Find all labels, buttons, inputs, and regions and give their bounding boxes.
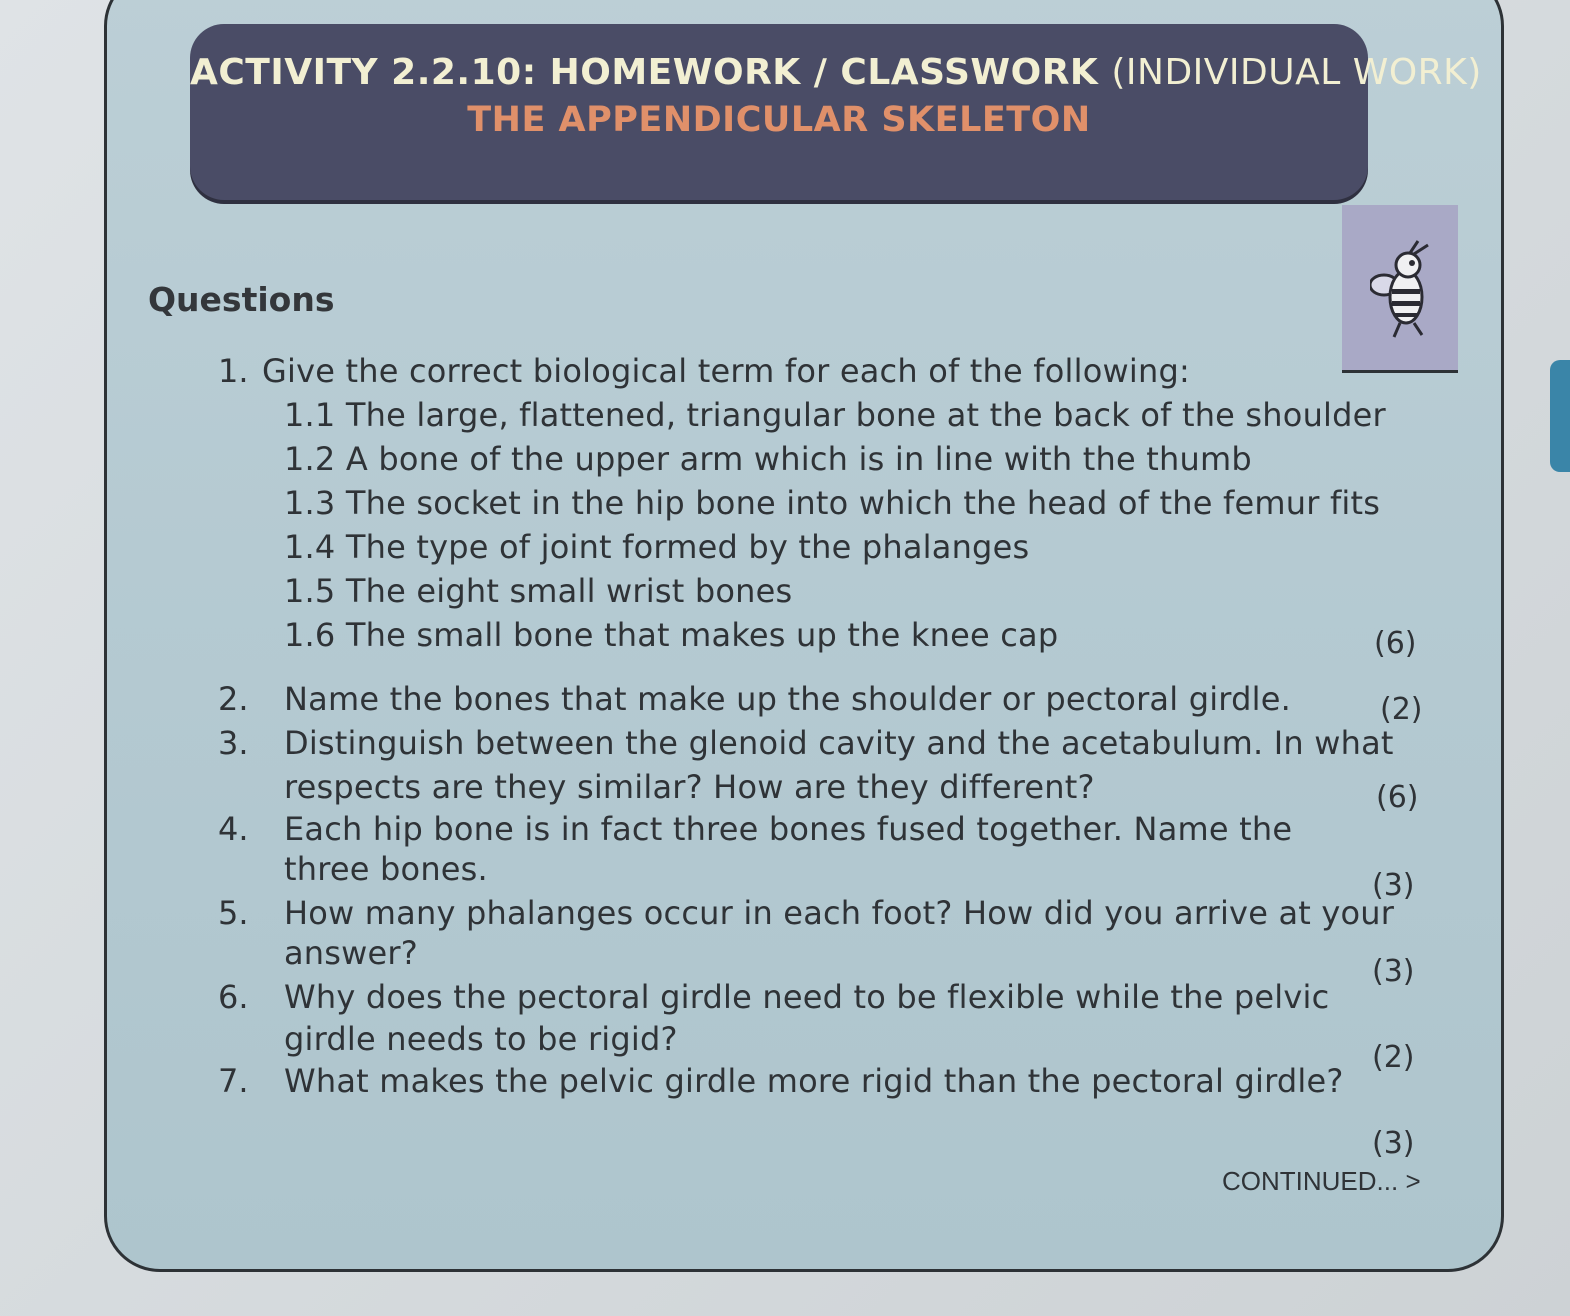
continued-label: CONTINUED... > — [1222, 1166, 1421, 1196]
q1-sub-5: 1.5 The eight small wrist bones — [284, 572, 793, 610]
q7-text: What makes the pelvic girdle more rigid than the pectoral girdle? — [284, 1062, 1344, 1100]
q1-sub-4: 1.4 The type of joint formed by the phalanges — [284, 528, 1030, 566]
activity-title — [190, 52, 1482, 93]
q3-number: 3. — [218, 724, 249, 762]
q1-marks: (6) — [1374, 626, 1417, 661]
q1-number: 1. — [218, 352, 249, 390]
q4-number: 4. — [218, 810, 249, 848]
q3-line-2: respects are they similar? How are they different? — [284, 768, 1095, 806]
q4-line-1: Each hip bone is in fact three bones fused together. Name the — [284, 810, 1293, 848]
q6-marks: (2) — [1372, 1040, 1415, 1075]
q4-marks: (3) — [1372, 868, 1415, 903]
q7-number: 7. — [218, 1062, 249, 1100]
q5-number: 5. — [218, 894, 249, 932]
q6-number: 6. — [218, 978, 249, 1016]
activity-title-light: (INDIVIDUAL WORK) — [1111, 52, 1482, 93]
q2-text: Name the bones that make up the shoulder or pectoral girdle. — [284, 680, 1291, 718]
activity-title-bold: ACTIVITY 2.2.10: HOMEWORK / CLASSWORK — [190, 52, 1099, 93]
q4-line-2: three bones. — [284, 850, 488, 888]
q2-marks: (2) — [1380, 692, 1423, 727]
bee-icon — [1370, 239, 1434, 339]
q6-line-2: girdle needs to be rigid? — [284, 1020, 678, 1058]
q1-sub-1: 1.1 The large, flattened, triangular bone at the back of the shoulder — [284, 396, 1386, 434]
activity-subtitle: THE APPENDICULAR SKELETON — [467, 100, 1091, 140]
q7-marks: (3) — [1372, 1126, 1415, 1161]
q1-text: Give the correct biological term for each of the following: — [262, 352, 1190, 390]
side-tab — [1550, 360, 1570, 472]
q6-line-1: Why does the pectoral girdle need to be flexible while the pelvic — [284, 978, 1330, 1016]
q1-sub-6: 1.6 The small bone that makes up the knee cap — [284, 616, 1059, 654]
q2-number: 2. — [218, 680, 249, 718]
bee-icon-box — [1342, 205, 1458, 373]
q3-line-1: Distinguish between the glenoid cavity and the acetabulum. In what — [284, 724, 1394, 762]
q5-marks: (3) — [1372, 954, 1415, 989]
q3-marks: (6) — [1376, 780, 1419, 815]
q1-sub-2: 1.2 A bone of the upper arm which is in line with the thumb — [284, 440, 1252, 478]
q1-sub-3: 1.3 The socket in the hip bone into which the head of the femur fits — [284, 484, 1381, 522]
q5-line-2: answer? — [284, 934, 418, 972]
questions-heading: Questions — [148, 280, 335, 319]
q5-line-1: How many phalanges occur in each foot? How did you arrive at your — [284, 894, 1395, 932]
